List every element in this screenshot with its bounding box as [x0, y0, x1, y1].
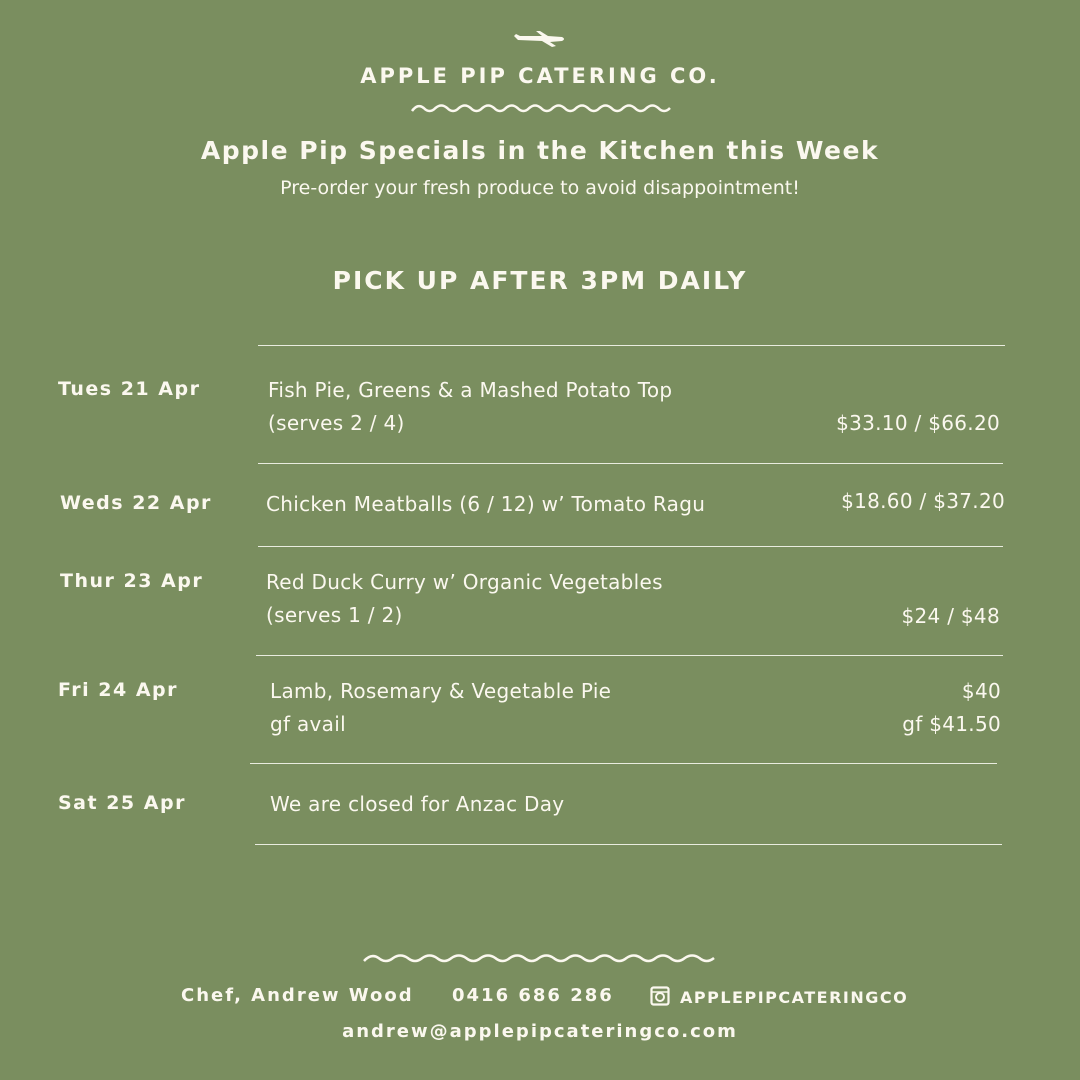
- menu-price: $40: [961, 679, 1001, 703]
- menu-date: Tues 21 Apr: [58, 378, 201, 400]
- menu-price-gf: gf $41.50: [902, 712, 1001, 736]
- subtitle: Pre-order your fresh produce to avoid disappointment!: [280, 177, 800, 199]
- menu-item: Red Duck Curry w’ Organic Vegetables: [266, 570, 663, 594]
- airplane-icon: [512, 30, 566, 48]
- divider: [250, 763, 997, 764]
- menu-item-note: gf avail: [270, 712, 346, 736]
- instagram-handle[interactable]: APPLEPIPCATERINGCO: [680, 988, 909, 1007]
- menu-price: $18.60 / $37.20: [841, 489, 1005, 513]
- menu-item: We are closed for Anzac Day: [270, 792, 565, 816]
- wave-divider-bottom: [362, 952, 716, 966]
- instagram-icon: [650, 986, 670, 1006]
- email-link[interactable]: andrew@applepipcateringco.com: [342, 1021, 738, 1042]
- menu-item: Lamb, Rosemary & Vegetable Pie: [270, 679, 612, 703]
- divider: [258, 463, 1003, 464]
- divider: [258, 546, 1003, 547]
- menu-date: Sat 25 Apr: [58, 792, 186, 814]
- menu-item-note: (serves 2 / 4): [268, 411, 405, 435]
- menu-item: Fish Pie, Greens & a Mashed Potato Top: [268, 378, 673, 402]
- wave-divider-top: [410, 102, 672, 116]
- divider: [255, 844, 1002, 845]
- pickup-notice: PICK UP AFTER 3PM DAILY: [332, 266, 748, 295]
- chef-name: Chef, Andrew Wood: [181, 985, 414, 1006]
- page-title: Apple Pip Specials in the Kitchen this Week: [200, 136, 880, 165]
- menu-item-note: (serves 1 / 2): [266, 603, 403, 627]
- phone-number: 0416 686 286: [452, 985, 614, 1006]
- menu-item: Chicken Meatballs (6 / 12) w’ Tomato Ragu: [266, 492, 706, 516]
- menu-date: Thur 23 Apr: [60, 570, 204, 592]
- menu-price: $24 / $48: [901, 604, 1000, 628]
- menu-date: Fri 24 Apr: [58, 679, 178, 701]
- brand-name: APPLE PIP CATERING CO.: [360, 64, 720, 88]
- divider: [256, 655, 1003, 656]
- divider: [258, 345, 1005, 346]
- menu-date: Weds 22 Apr: [60, 492, 212, 514]
- menu-price: $33.10 / $66.20: [836, 411, 1000, 435]
